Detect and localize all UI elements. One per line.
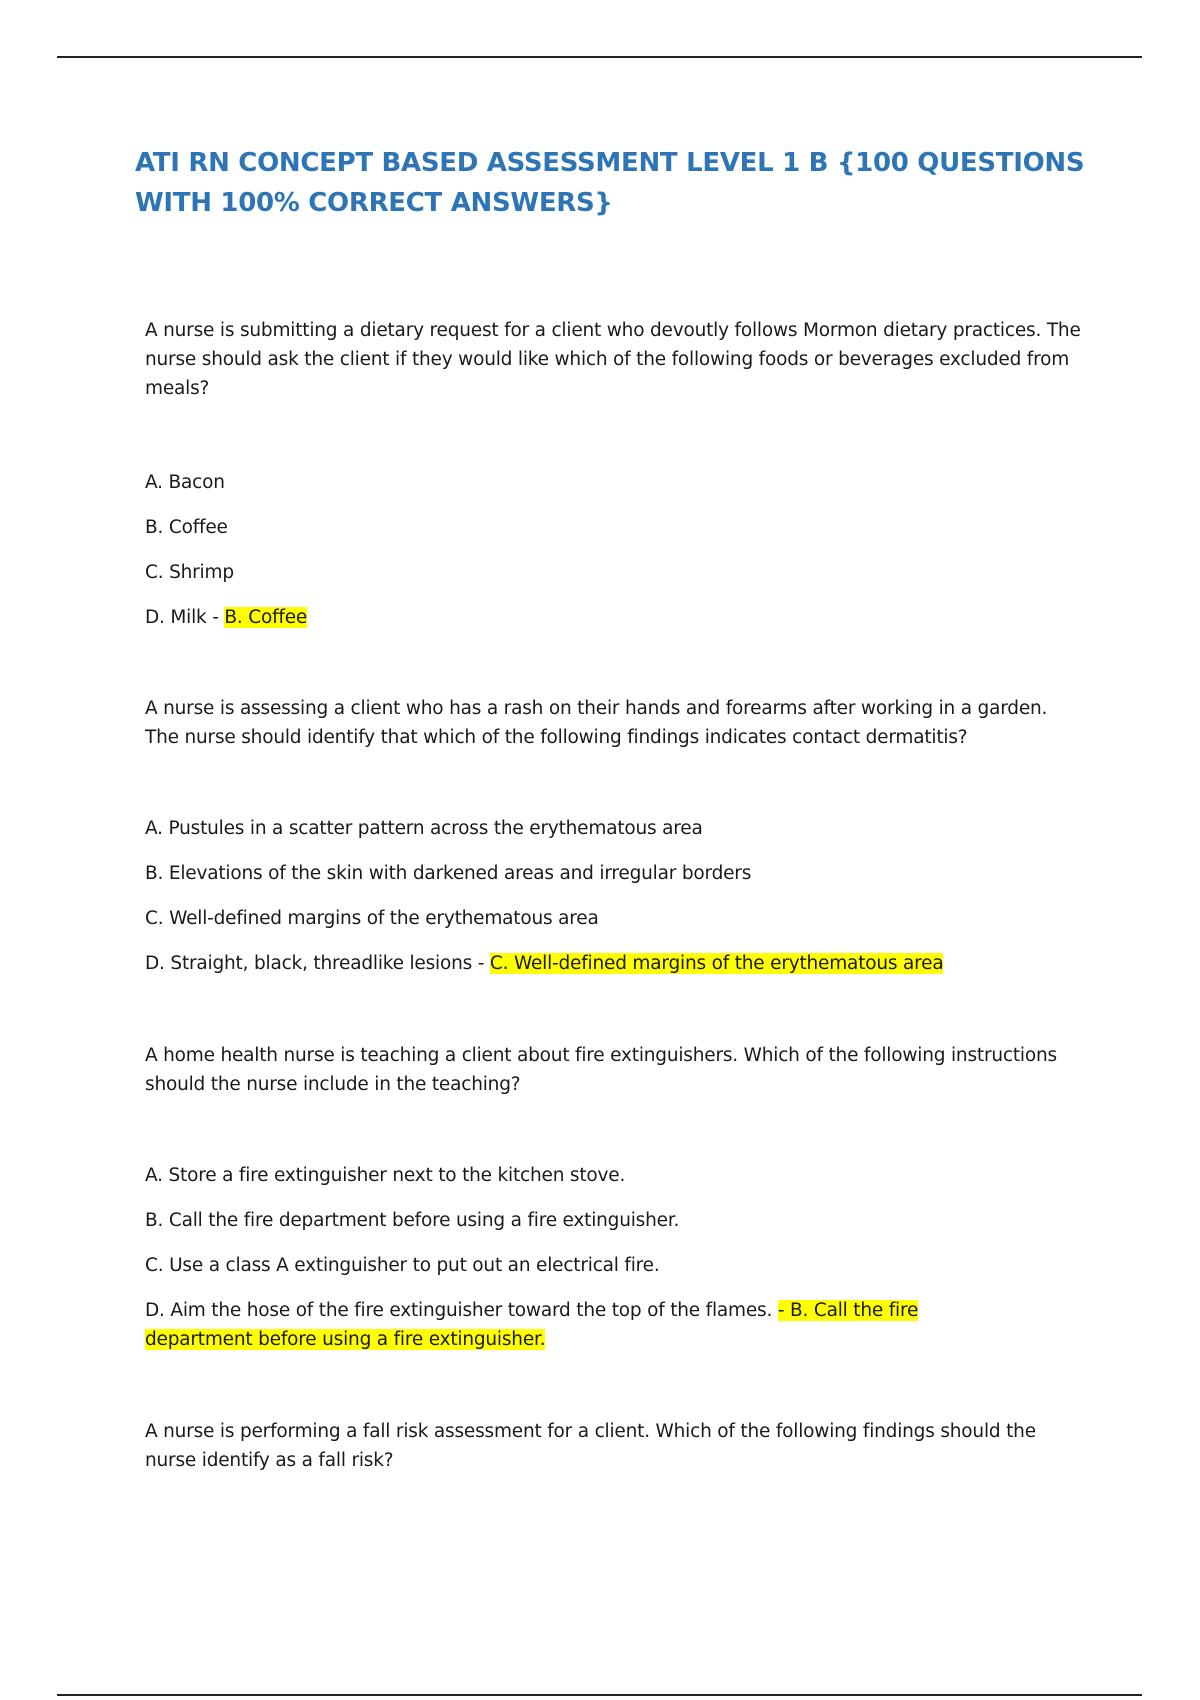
option-c: C. Shrimp	[145, 562, 234, 583]
answer-options	[145, 814, 1085, 978]
question-stem: A home health nurse is teaching a client about fire extinguishers. Which of the following instructions should the nurse include in the teaching?	[145, 1045, 1057, 1095]
option-d-text: D. Straight, black, threadlike lesions -	[145, 953, 490, 974]
header-rule	[57, 56, 1142, 58]
question-1	[145, 316, 1085, 632]
option-c: C. Well-defined margins of the erythematous area	[145, 908, 599, 929]
answer-options	[145, 1161, 1085, 1354]
correct-answer-highlight: - B. Call the fire department before using a fire extinguisher.	[145, 1300, 919, 1350]
question-stem: A nurse is submitting a dietary request for a client who devoutly follows Mormon dietary practices. The nurse should ask the client if they would like which of the following foods or beverages excluded from meals?	[145, 320, 1081, 399]
option-d	[145, 949, 1085, 978]
option-a: A. Store a fire extinguisher next to the kitchen stove.	[145, 1165, 626, 1186]
question-3	[145, 1041, 1085, 1354]
document-title: ATI RN CONCEPT BASED ASSESSMENT LEVEL 1 B {100 QUESTIONS WITH 100% CORRECT ANSWERS}	[135, 148, 1085, 218]
option-d	[145, 603, 1085, 632]
answer-options	[145, 468, 1085, 632]
question-4	[145, 1417, 1085, 1475]
correct-answer-highlight: B. Coffee	[224, 607, 308, 628]
option-b: B. Elevations of the skin with darkened areas and irregular borders	[145, 863, 752, 884]
option-b: B. Coffee	[145, 517, 228, 538]
correct-answer-highlight: C. Well-defined margins of the erythematous area	[489, 953, 944, 974]
question-2	[145, 694, 1085, 978]
option-c: C. Use a class A extinguisher to put out an electrical fire.	[145, 1255, 660, 1276]
question-stem: A nurse is performing a fall risk assessment for a client. Which of the following findings should the nurse identify as a fall risk?	[145, 1421, 1036, 1471]
option-a: A. Pustules in a scatter pattern across the erythematous area	[145, 818, 703, 839]
option-d	[145, 1296, 925, 1354]
option-a: A. Bacon	[145, 472, 225, 493]
footer-rule	[57, 1694, 1142, 1696]
option-b: B. Call the fire department before using a fire extinguisher.	[145, 1210, 680, 1231]
option-d-text: D. Milk -	[145, 607, 225, 628]
question-stem: A nurse is assessing a client who has a rash on their hands and forearms after working in a garden. The nurse should identify that which of the following findings indicates contact dermatitis?	[145, 698, 1048, 748]
option-d-text: D. Aim the hose of the fire extinguisher toward the top of the flames.	[145, 1300, 778, 1321]
